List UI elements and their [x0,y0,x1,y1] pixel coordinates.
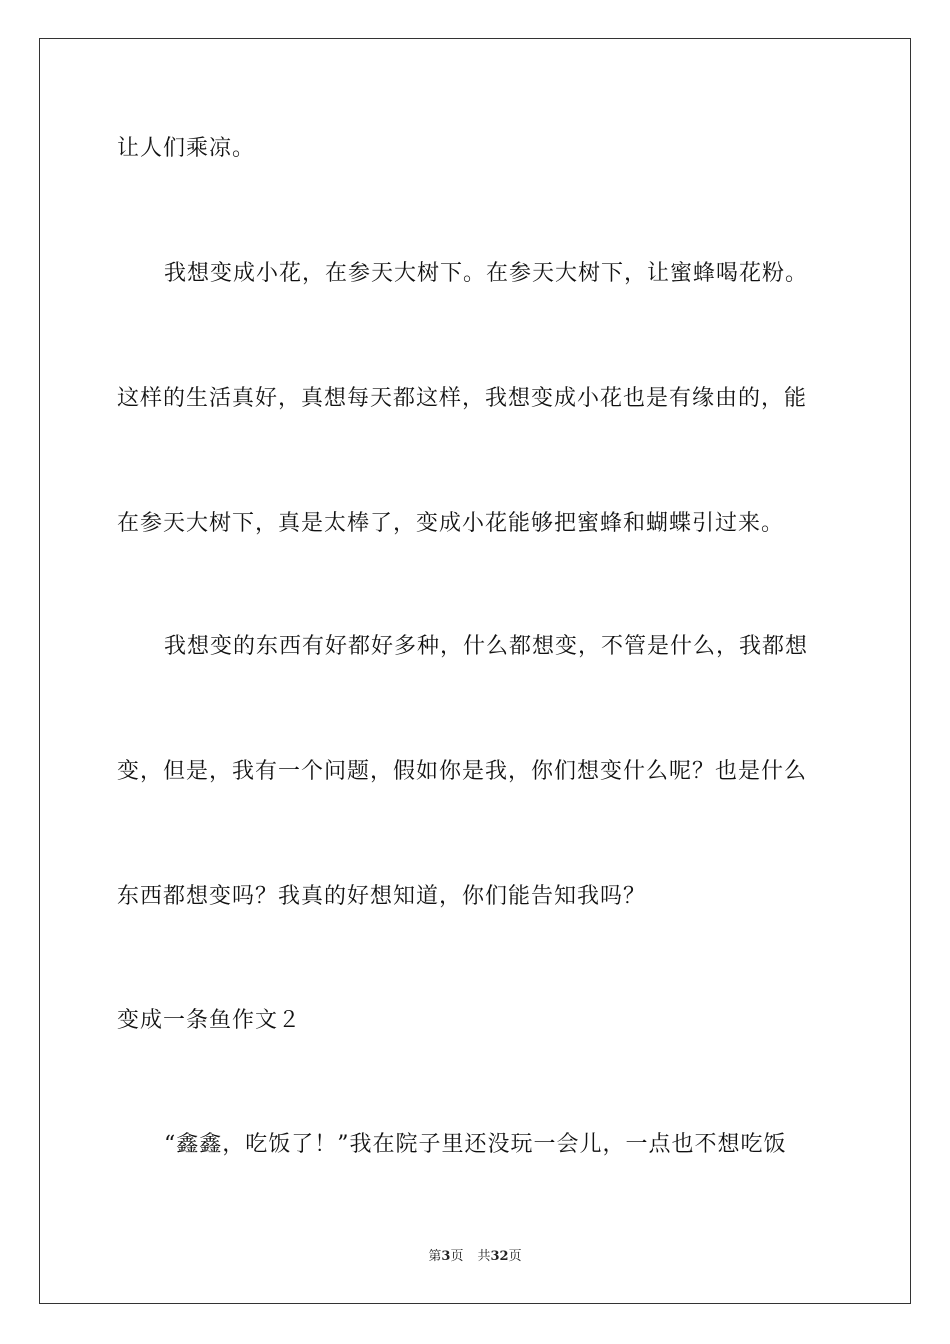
text-line: 在参天大树下，真是太棒了，变成小花能够把蜜蜂和蝴蝶引过来。 [117,511,785,536]
page-suffix: 页 [450,1249,464,1264]
paragraph-first-line: 我想变的东西有好都好多种，什么都想变，不管是什么，我都想 [164,634,809,659]
text-line: 这样的生活真好，真想每天都这样，我想变成小花也是有缘由的，能 [117,386,808,411]
page-frame [39,38,911,1304]
paragraph-first-line: 我想变成小花，在参天大树下。在参天大树下，让蜜蜂喝花粉。 [164,261,809,286]
section-heading: 变成一条鱼作文２ [117,1008,302,1033]
total-suffix: 页 [508,1249,522,1264]
text-line: 让人们乘凉。 [117,136,256,161]
total-page-number: 32 [490,1249,509,1264]
page-prefix: 第 [428,1249,442,1264]
current-page-number: 3 [441,1249,451,1264]
total-prefix: 共 [477,1249,491,1264]
page-footer [0,1248,950,1266]
text-line: 东西都想变吗？我真的好想知道，你们能告知我吗？ [117,884,647,909]
text-line: 变，但是，我有一个问题，假如你是我，你们想变什么呢？也是什么 [117,759,808,784]
paragraph-first-line: “鑫鑫，吃饭了！”我在院子里还没玩一会儿，一点也不想吃饭 [164,1132,787,1157]
